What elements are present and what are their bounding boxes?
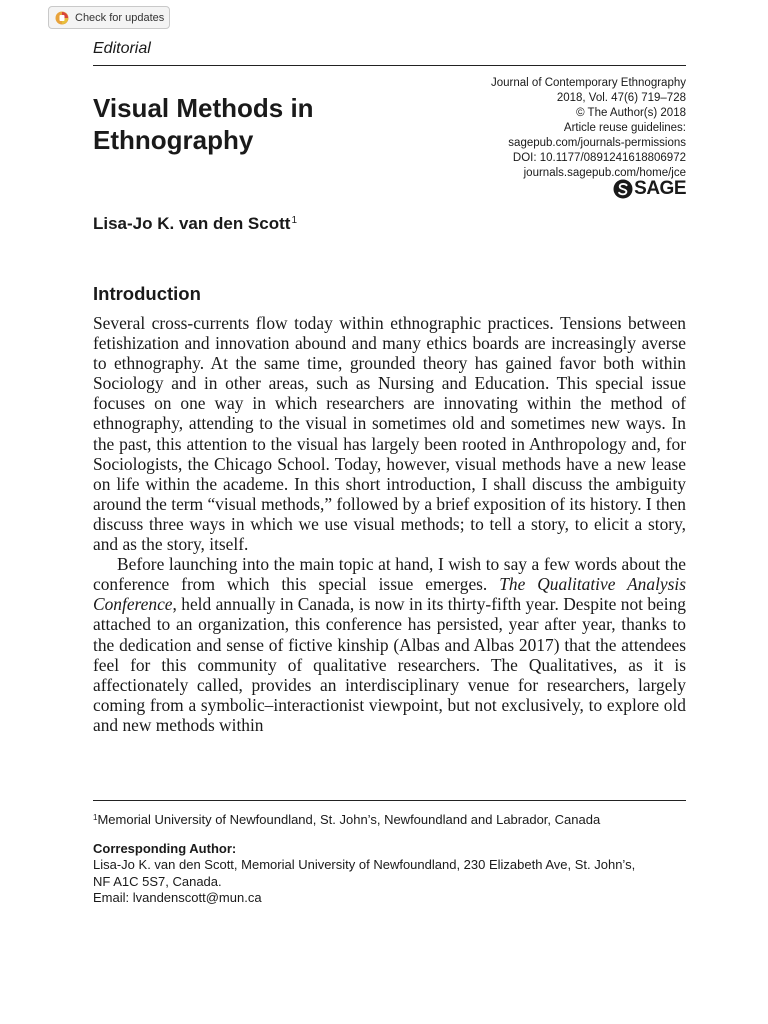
reuse-label: Article reuse guidelines: [563, 122, 686, 134]
corresponding-author-line-2: NF A1C 5S7, Canada. [93, 873, 222, 889]
title-line-1: Visual Methods in [93, 93, 314, 123]
journal-name: Journal of Contemporary Ethnography [491, 77, 686, 89]
footnote-rule [93, 800, 686, 801]
article-title [93, 92, 393, 156]
paragraph-2-start: Before launching into the main topic at hand, I wish to say a few words about the conference from which this special issue emerges. [93, 554, 686, 595]
header-rule [93, 65, 686, 66]
paragraph-1: Several cross-currents flow today within ethnographic practices. Tensions between fetishization and innovation abound and many ethics boards are increasingly averse to ethnography. At the same time, grounded theory has gained favor both within Sociology and in other areas, such as Nursing and Education. This special issue focuses on one way in which researchers are innovating within the method of ethnography, attending to the visual in sometimes old and sometimes new ways. In the past, this attention to the visual has largely been rooted in Anthropology and, for Sociologists, the Chicago School. Today, however, visual methods have a new lease on life within the academe. In this short introduction, I shall discuss the ambiguity around the term “visual methods,” followed by a brief exposition of its history. I then discuss three ways in which we use visual methods; to tell a story, to elicit a story, and as the story, itself. [93, 313, 686, 555]
paragraph-2-end: , held annually in Canada, is now in its thirty-fifth year. Despite not being attached to an organization, this conference has persisted, year after year, thanks to the dedication and sense of fictive kinship (Albas and Albas 2017) that the attendees feel for this community of qualitative researchers. The Qualitatives, as it is affectionately called, provides an interdisciplinary venue for researchers, largely coming from a symbolic–interactionist viewpoint, but not exclusively, to explore old and new methods within [93, 594, 686, 735]
doi[interactable]: DOI: 10.1177/0891241618806972 [512, 152, 686, 164]
check-updates-icon [55, 11, 69, 25]
author-email[interactable]: Email: lvandenscott@mun.ca [93, 890, 262, 905]
paragraph-2 [93, 554, 686, 735]
copyright: © The Author(s) 2018 [576, 107, 686, 119]
affiliation-mark: 1 [93, 813, 98, 822]
check-for-updates-label: Check for updates [75, 11, 165, 24]
sage-wordmark: SAGE [634, 178, 686, 199]
reuse-link[interactable]: sagepub.com/journals-permissions [508, 137, 686, 149]
sage-logo [613, 178, 686, 200]
section-heading: Introduction [93, 283, 201, 304]
article-body [93, 313, 686, 735]
sage-emblem-icon [613, 179, 633, 199]
author-name-text: Lisa-Jo K. van den Scott [93, 214, 291, 233]
conference-name: The Qualitative Analysis Conference [93, 574, 686, 615]
journal-info [406, 76, 686, 181]
section-label: Editorial [93, 40, 151, 57]
journal-volume: 2018, Vol. 47(6) 719–728 [556, 92, 686, 104]
corresponding-author-label: Corresponding Author: [93, 840, 237, 856]
affiliation-note [93, 810, 686, 829]
corresponding-author-line-1: Lisa-Jo K. van den Scott, Memorial University of Newfoundland, 230 Elizabeth Ave, St. John’s, [93, 857, 636, 872]
title-line-2: Ethnography [93, 125, 254, 155]
check-for-updates-button[interactable] [48, 6, 170, 29]
author-name [93, 214, 297, 234]
footnotes [93, 810, 686, 907]
journal-home-link[interactable]: journals.sagepub.com/home/jce [523, 167, 686, 179]
author-affil-mark: 1 [291, 215, 297, 226]
affiliation-text: Memorial University of Newfoundland, St. John’s, Newfoundland and Labrador, Canada [97, 812, 601, 827]
